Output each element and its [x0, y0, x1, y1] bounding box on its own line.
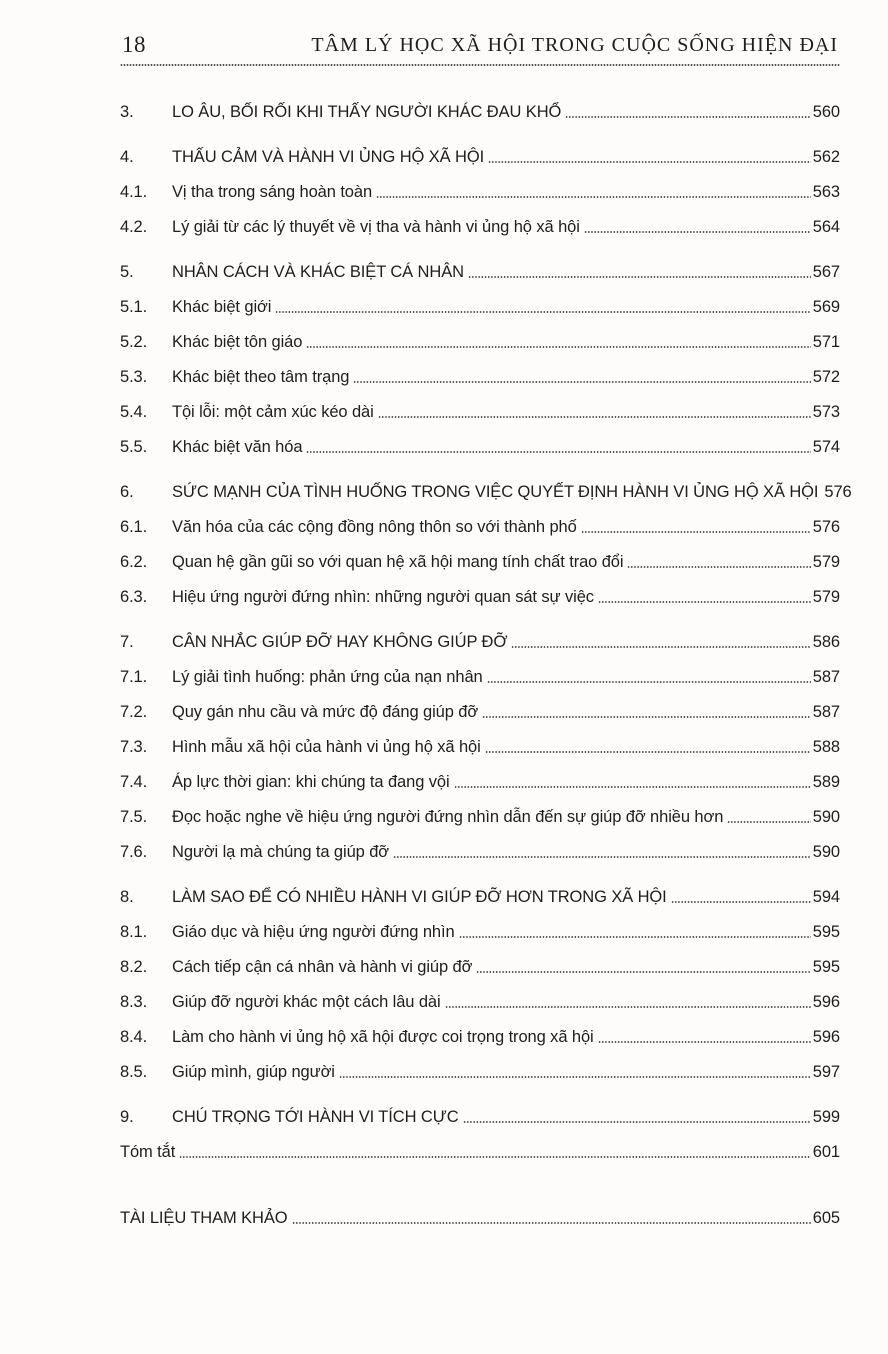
- toc-entry-number: 7.3.: [120, 738, 148, 756]
- toc-entry-title: Lý giải từ các lý thuyết về vị tha và hành vi ủng hộ xã hội: [172, 218, 584, 237]
- toc-entry-number: 7.5.: [120, 808, 148, 826]
- toc-entry-5[interactable]: [120, 255, 840, 290]
- toc-entry-title: LÀM SAO ĐỂ CÓ NHIỀU HÀNH VI GIÚP ĐỠ HƠN TRONG XÃ HỘI: [172, 888, 671, 907]
- toc-entry-title: Khác biệt giới: [172, 298, 275, 317]
- toc-entry-page: 569: [812, 298, 840, 316]
- dot-leader: [445, 1006, 811, 1008]
- toc-entry-title: Giáo dục và hiệu ứng người đứng nhìn: [172, 923, 459, 942]
- toc-entry-title: Vị tha trong sáng hoàn toàn: [172, 183, 376, 202]
- dot-leader: [487, 681, 811, 683]
- toc-entry-page: 595: [812, 958, 840, 976]
- toc-entry-references[interactable]: [120, 1201, 840, 1236]
- toc-entry-page: 576: [824, 483, 852, 501]
- toc-entry-title: Cách tiếp cận cá nhân và hành vi giúp đỡ: [172, 958, 476, 977]
- toc-entry-title: Giúp mình, giúp người: [172, 1063, 339, 1082]
- toc-entry-summary[interactable]: [120, 1135, 840, 1170]
- toc-entry-7-2[interactable]: [120, 695, 840, 730]
- dot-leader: [584, 231, 811, 233]
- toc-entry-page: 597: [812, 1063, 840, 1081]
- toc-entry-page: 595: [812, 923, 840, 941]
- toc-entry-number: 7.4.: [120, 773, 148, 791]
- toc-entry-6-2[interactable]: [120, 545, 840, 580]
- toc-entry-title: CHÚ TRỌNG TỚI HÀNH VI TÍCH CỰC: [172, 1108, 463, 1127]
- dot-leader: [488, 161, 811, 163]
- toc-entry-page: 567: [812, 263, 840, 281]
- page-header: [122, 32, 838, 66]
- toc-entry-4-2[interactable]: [120, 210, 840, 245]
- toc-entry-title: Quy gán nhu cầu và mức độ đáng giúp đỡ: [172, 703, 482, 722]
- toc-entry-page: 588: [812, 738, 840, 756]
- dot-leader: [598, 601, 811, 603]
- toc-entry-number: 7.1.: [120, 668, 148, 686]
- dot-leader: [565, 116, 811, 118]
- dot-leader: [511, 646, 810, 648]
- toc-entry-5-2[interactable]: [120, 325, 840, 360]
- dot-leader: [292, 1222, 811, 1224]
- toc-entry-6-1[interactable]: [120, 510, 840, 545]
- toc-entry-7-3[interactable]: [120, 730, 840, 765]
- toc-entry-8-5[interactable]: [120, 1055, 840, 1090]
- dot-leader: [179, 1156, 811, 1158]
- toc-entry-page: 587: [812, 703, 840, 721]
- toc-entry-title: NHÂN CÁCH VÀ KHÁC BIỆT CÁ NHÂN: [172, 263, 468, 282]
- dot-leader: [275, 311, 810, 313]
- toc-entry-number: 9.: [120, 1108, 134, 1126]
- toc-entry-number: 7.2.: [120, 703, 148, 721]
- toc-entry-number: 5.2.: [120, 333, 148, 351]
- toc-entry-number: 4.1.: [120, 183, 148, 201]
- toc-entry-3[interactable]: [120, 95, 840, 130]
- toc-entry-8-1[interactable]: [120, 915, 840, 950]
- toc-entry-number: 8.: [120, 888, 134, 906]
- toc-entry-6-3[interactable]: [120, 580, 840, 615]
- toc-entry-title: Quan hệ gần gũi so với quan hệ xã hội mang tính chất trao đổi: [172, 553, 627, 572]
- header-divider: [120, 63, 840, 67]
- toc-entry-title: CÂN NHẮC GIÚP ĐỠ HAY KHÔNG GIÚP ĐỠ: [172, 633, 511, 652]
- toc-entry-title: Hình mẫu xã hội của hành vi ủng hộ xã hội: [172, 738, 485, 757]
- toc-entry-number: 6.2.: [120, 553, 148, 571]
- dot-leader: [727, 821, 810, 823]
- toc-entry-page: 596: [812, 993, 840, 1011]
- page-number: 18: [122, 32, 146, 57]
- toc-entry-page: 596: [812, 1028, 840, 1046]
- toc-entry-title: Làm cho hành vi ủng hộ xã hội được coi trọng trong xã hội: [172, 1028, 598, 1047]
- toc-entry-title: Văn hóa của các cộng đồng nông thôn so với thành phố: [172, 518, 581, 537]
- toc-entry-8[interactable]: [120, 880, 840, 915]
- toc-entry-page: 605: [812, 1209, 840, 1227]
- toc-entry-4-1[interactable]: [120, 175, 840, 210]
- toc-entry-page: 579: [812, 588, 840, 606]
- toc-entry-8-2[interactable]: [120, 950, 840, 985]
- toc-entry-page: 579: [812, 553, 840, 571]
- toc-entry-number: 4.: [120, 148, 134, 166]
- toc-entry-page: 586: [812, 633, 840, 651]
- toc-entry-title: THẤU CẢM VÀ HÀNH VI ỦNG HỘ XÃ HỘI: [172, 148, 488, 167]
- dot-leader: [454, 786, 811, 788]
- toc-entry-number: 7.6.: [120, 843, 148, 861]
- toc-entry-title: Hiệu ứng người đứng nhìn: những người quan sát sự việc: [172, 588, 598, 607]
- toc-entry-title: Lý giải tình huống: phản ứng của nạn nhân: [172, 668, 487, 687]
- dot-leader: [485, 751, 811, 753]
- toc-entry-number: 8.3.: [120, 993, 148, 1011]
- dot-leader: [581, 531, 811, 533]
- toc-entry-title: LO ÂU, BỐI RỐI KHI THẤY NGƯỜI KHÁC ĐAU KHỔ: [172, 103, 565, 122]
- toc-entry-number: 8.4.: [120, 1028, 148, 1046]
- toc-entry-title: Giúp đỡ người khác một cách lâu dài: [172, 993, 445, 1012]
- toc-entry-page: 572: [812, 368, 840, 386]
- toc-entry-page: 563: [812, 183, 840, 201]
- toc-entry-number: 8.1.: [120, 923, 148, 941]
- toc-entry-number: 5.: [120, 263, 134, 281]
- toc-entry-number: 6.3.: [120, 588, 148, 606]
- toc-entry-page: 562: [812, 148, 840, 166]
- dot-leader: [476, 971, 810, 973]
- toc-entry-title: Khác biệt theo tâm trạng: [172, 368, 353, 387]
- dot-leader: [306, 346, 810, 348]
- toc-entry-9[interactable]: [120, 1100, 840, 1135]
- toc-entry-7-4[interactable]: [120, 765, 840, 800]
- toc-entry-number: 4.2.: [120, 218, 148, 236]
- toc-entry-7-6[interactable]: [120, 835, 840, 870]
- toc-entry-7-5[interactable]: [120, 800, 840, 835]
- toc-entry-number: 5.3.: [120, 368, 148, 386]
- dot-leader: [468, 276, 811, 278]
- toc-entry-5-3[interactable]: [120, 360, 840, 395]
- toc-entry-5-4[interactable]: [120, 395, 840, 430]
- toc-entry-page: 573: [812, 403, 840, 421]
- dot-leader: [306, 451, 810, 453]
- toc-entry-page: 574: [812, 438, 840, 456]
- dot-leader: [627, 566, 810, 568]
- dot-leader: [339, 1076, 811, 1078]
- toc-entry-title: Tội lỗi: một cảm xúc kéo dài: [172, 403, 378, 422]
- toc-entry-6[interactable]: [120, 475, 852, 510]
- dot-leader: [463, 1121, 811, 1123]
- dot-leader: [353, 381, 810, 383]
- dot-leader: [393, 856, 811, 858]
- toc-entry-number: 7.: [120, 633, 134, 651]
- dot-leader: [482, 716, 811, 718]
- toc-entry-page: 564: [812, 218, 840, 236]
- toc-entry-title: Người lạ mà chúng ta giúp đỡ: [172, 843, 393, 862]
- toc-entry-8-3[interactable]: [120, 985, 840, 1020]
- toc-entry-title: Đọc hoặc nghe về hiệu ứng người đứng nhìn dẫn đến sự giúp đỡ nhiều hơn: [172, 808, 727, 827]
- toc-entry-5-5[interactable]: [120, 430, 840, 465]
- dot-leader: [671, 901, 811, 903]
- toc-entry-number: 5.5.: [120, 438, 148, 456]
- table-of-contents: [120, 95, 852, 1236]
- toc-entry-title: Tóm tắt: [120, 1143, 179, 1162]
- toc-entry-5-1[interactable]: [120, 290, 840, 325]
- toc-entry-page: 560: [812, 103, 840, 121]
- toc-entry-7[interactable]: [120, 625, 840, 660]
- dot-leader: [459, 936, 811, 938]
- toc-entry-page: 599: [812, 1108, 840, 1126]
- toc-entry-number: 5.4.: [120, 403, 148, 421]
- toc-entry-page: 590: [812, 808, 840, 826]
- toc-entry-7-1[interactable]: [120, 660, 840, 695]
- dot-leader: [376, 196, 811, 198]
- dot-leader: [598, 1041, 811, 1043]
- toc-entry-page: 590: [812, 843, 840, 861]
- toc-entry-page: 594: [812, 888, 840, 906]
- toc-entry-page: 589: [812, 773, 840, 791]
- toc-entry-title: Áp lực thời gian: khi chúng ta đang vội: [172, 773, 454, 792]
- toc-entry-number: 8.2.: [120, 958, 148, 976]
- toc-entry-title: TÀI LIỆU THAM KHẢO: [120, 1209, 292, 1228]
- toc-entry-number: 8.5.: [120, 1063, 148, 1081]
- toc-entry-title: Khác biệt tôn giáo: [172, 333, 306, 352]
- toc-entry-page: 571: [812, 333, 840, 351]
- running-header-title: TÂM LÝ HỌC XÃ HỘI TRONG CUỘC SỐNG HIỆN ĐẠI: [311, 34, 838, 56]
- toc-entry-8-4[interactable]: [120, 1020, 840, 1055]
- toc-entry-page: 601: [812, 1143, 840, 1161]
- dot-leader: [378, 416, 811, 418]
- toc-entry-4[interactable]: [120, 140, 840, 175]
- toc-entry-page: 587: [812, 668, 840, 686]
- toc-entry-page: 576: [812, 518, 840, 536]
- toc-entry-title: SỨC MẠNH CỦA TÌNH HUỐNG TRONG VIỆC QUYẾT ĐỊNH HÀNH VI ỦNG HỘ XÃ HỘI: [172, 483, 822, 502]
- toc-entry-number: 6.1.: [120, 518, 148, 536]
- toc-entry-title: Khác biệt văn hóa: [172, 438, 306, 457]
- toc-entry-number: 6.: [120, 483, 134, 501]
- toc-entry-number: 3.: [120, 103, 134, 121]
- toc-entry-number: 5.1.: [120, 298, 148, 316]
